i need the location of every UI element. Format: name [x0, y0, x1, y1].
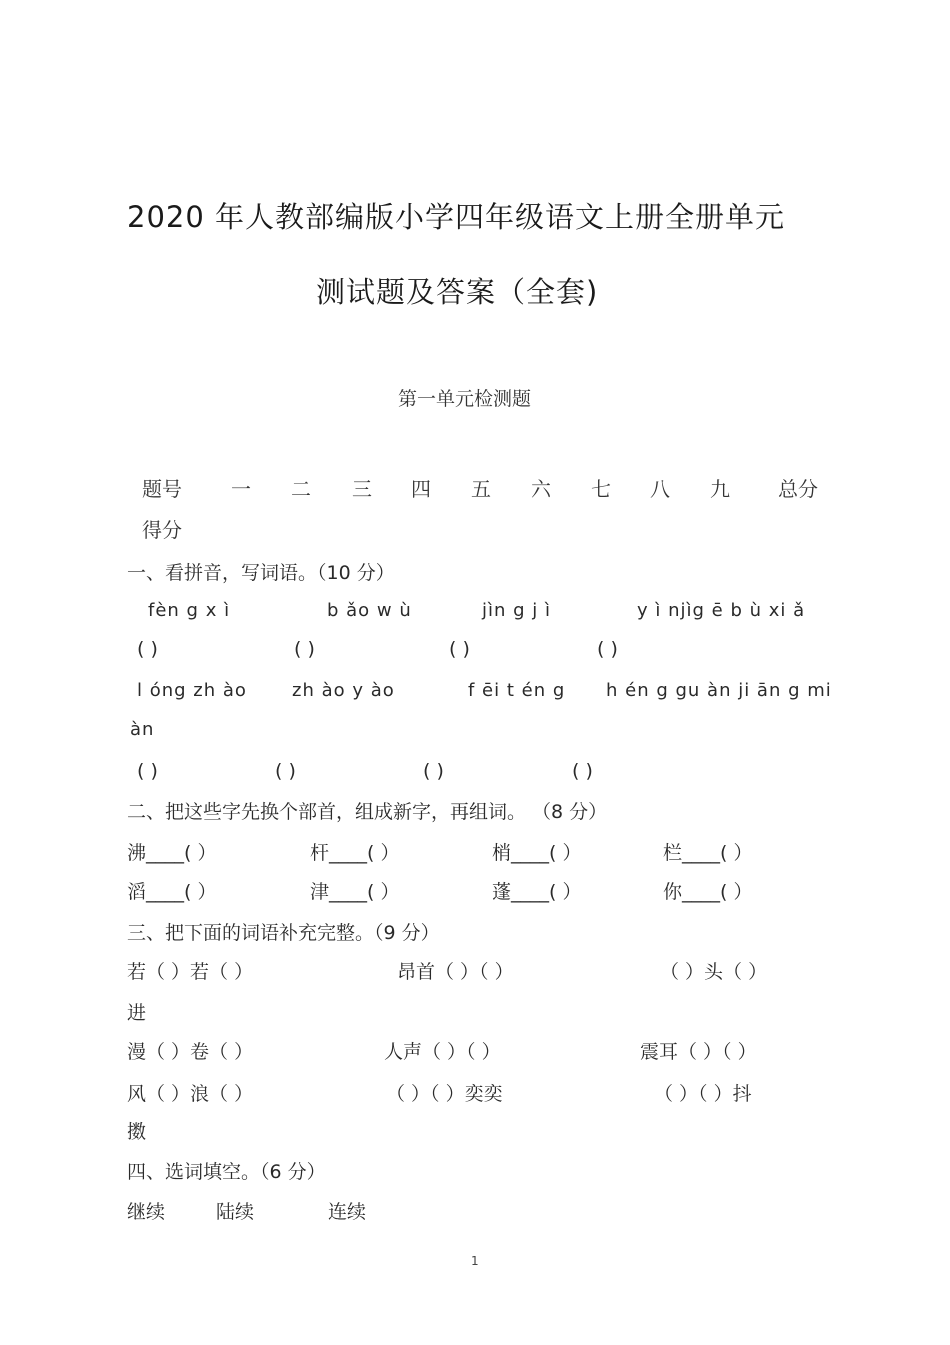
unit-title: 第一单元检测题: [398, 388, 532, 410]
pinyin-item: fèn g x ì: [148, 600, 231, 621]
document-title-line1: 2020 年人教部编版小学四年级语文上册全册单元: [127, 200, 786, 234]
word-choice: 连续: [328, 1201, 367, 1223]
answer-blank[interactable]: ( ): [423, 760, 444, 782]
answer-blank[interactable]: ( ): [137, 638, 158, 660]
radical-item[interactable]: 栏____( ）: [663, 842, 753, 864]
idiom-item[interactable]: 风（ ）浪（ ）: [127, 1083, 254, 1105]
section-1-heading: 一、看拼音，写词语。（10 分）: [127, 562, 395, 584]
idiom-wrap: 进: [127, 1002, 147, 1024]
word-choice: 继续: [127, 1201, 166, 1223]
pinyin-item: b ǎo w ù: [327, 600, 412, 621]
word-choice: 陆续: [216, 1201, 255, 1223]
idiom-item[interactable]: 若（ ）若（ ）: [127, 961, 254, 983]
idiom-item[interactable]: 漫（ ）卷（ ）: [127, 1041, 254, 1063]
score-table-header: 四: [411, 477, 431, 501]
score-table-header: 七: [591, 477, 611, 501]
radical-item[interactable]: 你____( ）: [663, 881, 753, 903]
idiom-item[interactable]: 震耳（ ）（ ）: [640, 1041, 757, 1063]
idiom-wrap: 擞: [127, 1121, 147, 1143]
answer-blank[interactable]: ( ): [137, 760, 158, 782]
score-table-header: 八: [650, 477, 670, 501]
pinyin-wrap: àn: [130, 719, 155, 740]
radical-item[interactable]: 蓬____( ）: [492, 881, 582, 903]
pinyin-item: f ēi t én g: [468, 680, 566, 701]
score-table-header: 六: [531, 477, 551, 501]
pinyin-item: jìn g j ì: [482, 600, 552, 621]
radical-item[interactable]: 沸____( ）: [127, 842, 217, 864]
idiom-item[interactable]: 昂首（ ）（ ）: [397, 961, 514, 983]
answer-blank[interactable]: ( ): [275, 760, 296, 782]
idiom-item[interactable]: （ ）（ ）抖: [654, 1083, 752, 1105]
section-2-heading: 二、把这些字先换个部首，组成新字，再组词。 （8 分）: [127, 801, 608, 823]
radical-item[interactable]: 津____( ）: [310, 881, 400, 903]
page-number: 1: [471, 1254, 479, 1268]
section-4-heading: 四、选词填空。（6 分）: [127, 1161, 326, 1183]
score-table-header: 二: [291, 477, 311, 501]
pinyin-item: zh ào y ào: [292, 680, 395, 701]
score-table-header: 三: [352, 477, 372, 501]
idiom-item[interactable]: （ ）头（ ）: [660, 961, 768, 983]
score-table-header: 总分: [778, 477, 818, 501]
answer-blank[interactable]: ( ): [449, 638, 470, 660]
idiom-item[interactable]: 人声（ ）（ ）: [384, 1041, 501, 1063]
score-table-row-label: 得分: [142, 518, 182, 542]
score-table-header: 一: [231, 477, 251, 501]
score-table-header: 题号: [142, 477, 182, 501]
answer-blank[interactable]: ( ): [294, 638, 315, 660]
radical-item[interactable]: 滔____( ）: [127, 881, 217, 903]
section-3-heading: 三、把下面的词语补充完整。（9 分）: [127, 922, 440, 944]
answer-blank[interactable]: ( ): [597, 638, 618, 660]
radical-item[interactable]: 梢____( ）: [492, 842, 582, 864]
score-table-header: 五: [471, 477, 491, 501]
document-title-line2: 测试题及答案（全套): [316, 275, 599, 309]
answer-blank[interactable]: ( ): [572, 760, 593, 782]
idiom-item[interactable]: （ ）（ ）奕奕: [386, 1083, 503, 1105]
score-table-header: 九: [710, 477, 730, 501]
radical-item[interactable]: 杆____( ）: [310, 842, 400, 864]
pinyin-item: y ì njìg ē b ù xi ǎ: [637, 600, 806, 621]
pinyin-item: l óng zh ào: [137, 680, 247, 701]
pinyin-item: h én g gu àn ji ān g mi: [606, 680, 832, 701]
